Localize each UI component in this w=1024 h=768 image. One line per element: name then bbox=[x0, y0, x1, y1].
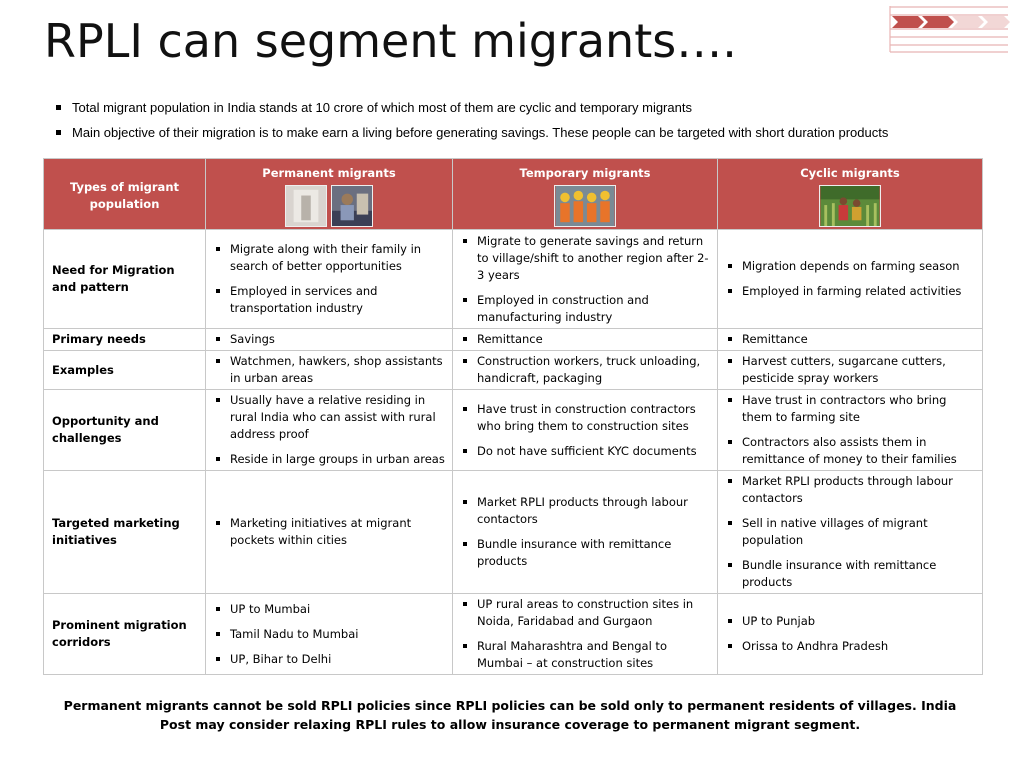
permanent-migrants-photo bbox=[331, 185, 373, 227]
cell-need-permanent bbox=[206, 230, 453, 329]
cell-needs-permanent bbox=[206, 329, 453, 351]
list-item: Contractors also assists them in remittance of money to their families bbox=[724, 434, 976, 468]
list-item: Market RPLI products through labour contactors bbox=[459, 494, 711, 528]
list-item: Have trust in construction contractors who bring them to construction sites bbox=[459, 401, 711, 435]
list-item: Tamil Nadu to Mumbai bbox=[212, 626, 446, 643]
cell-marketing-permanent bbox=[206, 471, 453, 594]
list-item: Marketing initiatives at migrant pockets within cities bbox=[212, 515, 446, 549]
list-item: Sell in native villages of migrant population bbox=[724, 515, 976, 549]
cell-examples-permanent bbox=[206, 351, 453, 390]
intro-bullet: Total migrant population in India stands at 10 crore of which most of them are cyclic and temporary migrants bbox=[56, 100, 1006, 116]
list-item: Migrate along with their family in search of better opportunities bbox=[212, 241, 446, 275]
temporary-migrants-photo bbox=[554, 185, 616, 227]
migrant-segment-table bbox=[43, 158, 983, 675]
list-item: Bundle insurance with remittance products bbox=[724, 557, 976, 591]
list-item: Rural Maharashtra and Bengal to Mumbai – at construction sites bbox=[459, 638, 711, 672]
cell-needs-temporary bbox=[453, 329, 718, 351]
intro-bullet: Main objective of their migration is to make earn a living before generating savings. These people can be targeted with short duration products bbox=[56, 125, 1006, 141]
header-types: Types of migrant population bbox=[44, 159, 206, 230]
list-item: Remittance bbox=[459, 331, 711, 348]
cell-corridors-temporary bbox=[453, 594, 718, 675]
list-item: Do not have sufficient KYC documents bbox=[459, 443, 711, 460]
header-temporary-label: Temporary migrants bbox=[519, 166, 651, 180]
list-item: Employed in services and transportation industry bbox=[212, 283, 446, 317]
list-item: Market RPLI products through labour contactors bbox=[724, 473, 976, 507]
header-permanent-label: Permanent migrants bbox=[262, 166, 396, 180]
logo-arrows-icon bbox=[886, 2, 1012, 54]
intro-bullets bbox=[56, 100, 1006, 150]
header-permanent bbox=[206, 159, 453, 230]
list-item: Savings bbox=[212, 331, 446, 348]
cell-opportunity-permanent bbox=[206, 390, 453, 471]
slide-title: RPLI can segment migrants…. bbox=[44, 14, 737, 68]
cell-marketing-temporary bbox=[453, 471, 718, 594]
list-item: Employed in construction and manufacturing industry bbox=[459, 292, 711, 326]
header-temporary bbox=[453, 159, 718, 230]
permanent-migrants-photo bbox=[285, 185, 327, 227]
cell-marketing-cyclic bbox=[718, 471, 983, 594]
row-label-examples: Examples bbox=[44, 351, 206, 390]
list-item: Orissa to Andhra Pradesh bbox=[724, 638, 976, 655]
list-item: Watchmen, hawkers, shop assistants in urban areas bbox=[212, 353, 446, 387]
cell-needs-cyclic bbox=[718, 329, 983, 351]
row-label-need: Need for Migration and pattern bbox=[44, 230, 206, 329]
list-item: Remittance bbox=[724, 331, 976, 348]
list-item: Migration depends on farming season bbox=[724, 258, 976, 275]
list-item: Employed in farming related activities bbox=[724, 283, 976, 300]
cell-opportunity-temporary bbox=[453, 390, 718, 471]
list-item: Harvest cutters, sugarcane cutters, pesticide spray workers bbox=[724, 353, 976, 387]
cell-need-cyclic bbox=[718, 230, 983, 329]
cell-examples-temporary bbox=[453, 351, 718, 390]
footer-note: Permanent migrants cannot be sold RPLI policies since RPLI policies can be sold only to permanent residents of villages. India Post may consider relaxing RPLI rules to allow insurance coverage to permanent migrant segment. bbox=[63, 698, 957, 732]
list-item: Reside in large groups in urban areas bbox=[212, 451, 446, 468]
list-item: Bundle insurance with remittance products bbox=[459, 536, 711, 570]
list-item: Have trust in contractors who bring them to farming site bbox=[724, 392, 976, 426]
cell-need-temporary bbox=[453, 230, 718, 329]
header-cyclic bbox=[718, 159, 983, 230]
cell-opportunity-cyclic bbox=[718, 390, 983, 471]
row-label-opportunity: Opportunity and challenges bbox=[44, 390, 206, 471]
list-item: UP to Mumbai bbox=[212, 601, 446, 618]
row-label-primary-needs: Primary needs bbox=[44, 329, 206, 351]
list-item: Migrate to generate savings and return to village/shift to another region after 2-3 years bbox=[459, 233, 711, 284]
cell-corridors-cyclic bbox=[718, 594, 983, 675]
list-item: UP to Punjab bbox=[724, 613, 976, 630]
row-label-corridors: Prominent migration corridors bbox=[44, 594, 206, 675]
cell-examples-cyclic bbox=[718, 351, 983, 390]
row-label-marketing: Targeted marketing initiatives bbox=[44, 471, 206, 594]
list-item: Usually have a relative residing in rural India who can assist with rural address proof bbox=[212, 392, 446, 443]
cell-corridors-permanent bbox=[206, 594, 453, 675]
list-item: Construction workers, truck unloading, handicraft, packaging bbox=[459, 353, 711, 387]
header-cyclic-label: Cyclic migrants bbox=[800, 166, 900, 180]
list-item: UP, Bihar to Delhi bbox=[212, 651, 446, 668]
list-item: UP rural areas to construction sites in Noida, Faridabad and Gurgaon bbox=[459, 596, 711, 630]
cyclic-migrants-photo bbox=[819, 185, 881, 227]
